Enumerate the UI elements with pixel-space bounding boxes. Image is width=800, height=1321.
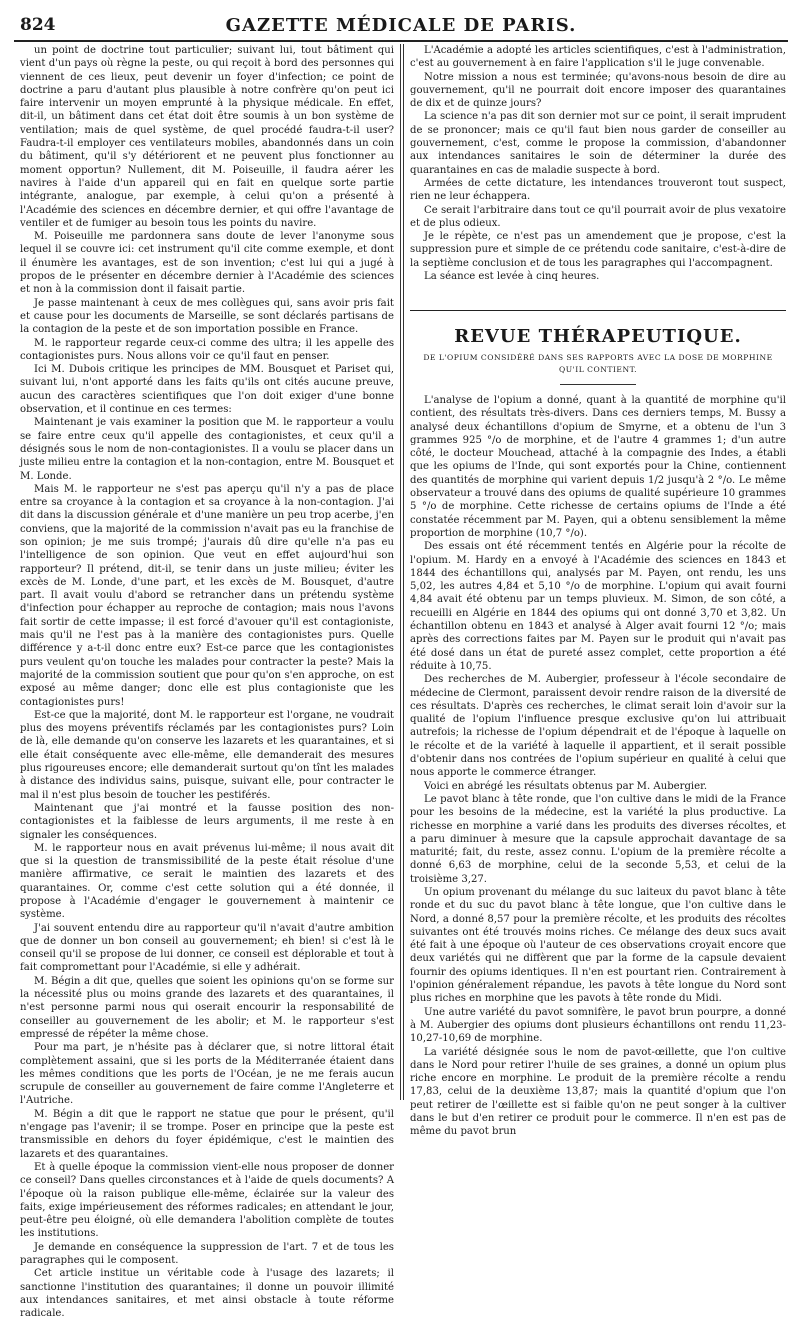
paragraph: Des essais ont été récemment tentés en Algérie pour la récolte de l'opium. M. Hardy en a envoyé à l'Académie des sciences en 1843 et 1844 des échantillons qui, analysés par M. Payen, ont rendu, les uns 5,02, les autres 4,84 et 5,10 °/o de morphine. L'opium qui avait fourni 4,84 avait été obtenu par un temps pluvieux. M. Simon, de son côté, a recueilli en Algérie en 1844 des opiums qui ont donné 3,70 et 3,82. Un échantillon obtenu en 1843 et analysé à Alger avait fourni 12 °/o; mais après des corrections faites par M. Payen sur le produit qui n'avait pas été dosé dans un état de pureté assez complet, cette proportion a été réduite à 10,75. [410,541,786,672]
section-rule [410,310,786,311]
paragraph: La science n'a pas dit son dernier mot sur ce point, il serait imprudent de se prononcer; mais ce qu'il faut bien nous garder de conseiller au gouvernement, c'est, comme le propose la commission, d'abandonner aux intendances sanitaires le soin de déterminer la durée des quarantaines en cas de maladie suspecte à bord. [410,111,786,176]
paragraph: La variété désignée sous le nom de pavot-œillette, que l'on cultive dans le Nord pour retirer l'huile de ses graines, a donné un opium plus riche encore en morphine. Le produit de la première récolte a rendu 17,83, celui de la deuxième 13,87; mais la quantité d'opium que l'on peut retirer de l'œillette est si faible qu'on ne peut songer à la cultiver dans le but d'en retirer ce produit pour le commerce. Il n'en est pas de même du pavot brun [410,1046,786,1138]
paragraph: Ici M. Dubois critique les principes de MM. Bousquet et Pariset qui, suivant lui, n'ont apporté dans les faits qu'ils ont cités aucune preuve, aucun des caractères scientifiques que l'on doit exiger d'une bonne observation, et il continue en ces termes: [20,364,394,416]
paragraph: Maintenant je vais examiner la position que M. le rapporteur a voulu se faire entre ceux qu'il appelle des contagionistes, et ceux qu'il a désignés sous le nom de non-contagionistes. Il a voulu se placer dans un juste milieu entre la contagion et la non-contagion, entre M. Bousquet et M. Londe. [20,417,394,482]
paragraph: Je demande en conséquence la suppression de l'art. 7 et de tous les paragraphes qui le composent. [20,1241,394,1267]
paragraph: M. Bégin a dit que le rapport ne statue que pour le présent, qu'il n'engage pas l'avenir; il se trompe. Poser en principe que la peste est transmissible en dehors du foyer épidémique, c'est le maintien des lazarets et des quarantaines. [20,1108,394,1160]
paragraph: Cet article institue un véritable code à l'usage des lazarets; il sanctionne l'institution des quarantaines; il donne un pouvoir illimité aux intendances sanitaires, et met ainsi obstacle à toute réforme radicale. [20,1268,394,1320]
paragraph: Ce serait l'arbitraire dans tout ce qu'il pourrait avoir de plus vexatoire et de plus odieux. [410,204,786,229]
paragraph: M. le rapporteur regarde ceux-ci comme des ultra; il les appelle des contagionistes purs. Nous allons voir ce qu'il faut en penser. [20,337,394,362]
article-body [410,394,786,1139]
paragraph: Et à quelle époque la commission vient-elle nous proposer de donner ce conseil? Dans quelles circonstances et à l'aide de quels documents? A l'époque où la raison publique elle-même, éclairée sur la valeur des faits, exige impérieusement des réformes radicales; en attendant le jour, peut-être peu éloigné, où elle demandera l'abolition complète de toutes les institutions. [20,1161,394,1240]
column-divider [400,44,404,1100]
paragraph: J'ai souvent entendu dire au rapporteur qu'il n'avait d'autre ambition que de donner un bon conseil au gouvernement; eh bien! si c'est là le conseil qu'il se propose de lui donner, ce conseil est déplorable et tout à fait compromettant pour l'Académie, si elle y adhérait. [20,922,394,974]
journal-title: GAZETTE MÉDICALE DE PARIS. [225,15,577,36]
page-header [14,14,788,40]
session-conclusion [410,44,786,283]
paragraph: Je le répète, ce n'est pas un amendement que je propose, c'est la suppression pure et simple de ce prétendu code sanitaire, c'est-à-dire de la septième conclusion et de tous les paragraphes qui l'accompagnent. [410,231,786,269]
paragraph: Pour ma part, je n'hésite pas à déclarer que, si notre littoral était complètement assaini, que si les ports de la Méditerranée étaient dans les mêmes conditions que les ports de l'Océan, je ne me ferais aucun scrupule de conseiller au gouvernement de faire comme l'Angleterre et l'Autriche. [20,1042,394,1107]
paragraph: Le pavot blanc à tête ronde, que l'on cultive dans le midi de la France pour les besoins de la médecine, est la variété la plus productive. La richesse en morphine a varié dans les produits des diverses récoltes, et a paru diminuer à mesure que la capsule approchait davantage de sa maturité; fait, du reste, assez connu. L'opium de la première récolte a donné 6,63 de morphine, celui de la seconde 5,53, et celui de la troisième 3,27. [410,793,786,885]
paragraph: Mais M. le rapporteur ne s'est pas aperçu qu'il n'y a pas de place entre sa croyance à la contagion et sa croyance à la non-contagion. J'ai dit dans la discussion générale et d'une manière un peu trop acerbe, j'en conviens, que la majorité de la commission n'avait pas eu la franchise de son opinion; je me suis trompé; j'aurais dû dire qu'elle n'a pas eu l'intelligence de son opinion. Que veut en effet aujourd'hui son rapporteur? Il prétend, dit-il, se tenir dans un juste milieu; éviter les excès de M. Londe, d'une part, et les excès de M. Bousquet, d'autre part. Il avait voulu d'abord se retrancher dans un prétendu système d'infection pour échapper au reproche de contagion; mais nous l'avons fait sortir de cette impasse; il est forcé d'avouer qu'il est contagioniste, mais qu'il ne l'est pas à la manière des contagionistes purs. Quelle différence y a-t-il donc entre eux? Est-ce parce que les contagionistes purs veulent qu'on touche les malades pour contracter la peste? Mais la majorité de la commission soutient que pour qu'on s'en approche, on est exposé au même danger; donc elle est plus contagioniste que les contagionistes purs! [20,483,394,708]
paragraph: Une autre variété du pavot somnifère, le pavot brun pourpre, a donné à M. Aubergier des opiums dont plusieurs échantillons ont rendu 11,23-10,27-10,69 de morphine. [410,1006,786,1045]
paragraph: Je passe maintenant à ceux de mes collègues qui, sans avoir pris fait et cause pour les documents de Marseille, se sont déclarés partisans de la contagion de la peste et de son importation possible en France. [20,297,394,336]
paragraph: Voici en abrégé les résultats obtenus par M. Aubergier. [424,780,708,792]
paragraph: Des recherches de M. Aubergier, professeur à l'école secondaire de médecine de Clermont, paraissent devoir rendre raison de la diversité de ces résultats. D'après ces recherches, le climat serait loin d'avoir sur la qualité de l'opium l'influence presque exclusive qu'on lui attribuait autrefois; la richesse de l'opium dépendrait et de l'époque à laquelle on le récolte et de la variété à laquelle il appartient, et il serait possible d'obtenir dans nos contrées de l'opium supérieur en qualité à celui que nous apporte le commerce étranger. [410,674,786,779]
right-column [410,44,786,1138]
page-number: 824 [20,15,56,35]
paragraph: Un opium provenant du mélange du suc laiteux du pavot blanc à tête ronde et du suc du pavot blanc à tête longue, que l'on cultive dans le Nord, a donné 8,57 pour la première récolte, et les produits des récoltes suivantes ont été trouvés moins riches. Ce mélange des deux sucs avait été fait à une époque où l'auteur de ces observations croyait encore que deux variétés qui ne diffèrent que par la forme de la capsule devaient fournir des opiums identiques. Il n'en est pourtant rien. Contrairement à l'opinion généralement répandue, les pavots à tête longue du Nord sont plus riches en morphine que les pavots à tête ronde du Midi. [410,886,786,1005]
header-rule [14,40,788,42]
paragraph: un point de doctrine tout particulier; suivant lui, tout bâtiment qui vient d'un pays où règne la peste, ou qui reçoit à bord des personnes qui viennent de ces lieux, peut devenir un foyer d'infection; ce point de doctrine a paru d'autant plus plausible à notre confrère qu'on peut ici faire intervenir un moyen emprunté à la physique médicale. En effet, dit-il, un bâtiment dans cet état doit être soumis à un bon système de ventilation; mais de quel système, de quel procédé faudra-t-il user? Faudra-t-il employer ces ventilateurs mobiles, abandonnés dans un coin du bâtiment, qu'il s'y détériorent et ne peuvent plus fonctionner au moment opportun? Nullement, dit M. Poiseuille, il faudra aérer les navires à l'aide d'un appareil qui en fait en quelque sorte partie intégrante, analogue, par exemple, à celui qu'on a présenté à l'Académie des sciences en décembre dernier, et qui offre l'avantage de ventiler et de fumiger au besoin tous les points du navire. [20,45,394,229]
paragraph: M. le rapporteur nous en avait prévenus lui-même; il nous avait dit que si la question de transmissibilité de la peste était résolue d'une manière affirmative, ce serait le maintien des lazarets et des quarantaines. Or, comme c'est cette solution qui a été donnée, il propose à l'Académie d'engager le gouvernement à maintenir ce système. [20,842,394,921]
section-title: REVUE THÉRAPEUTIQUE. [454,326,742,347]
left-column [20,44,394,1320]
paragraph: Armées de cette dictature, les intendances trouveront tout suspect, rien ne leur échappera. [410,177,786,203]
paragraph: La séance est levée à cinq heures. [424,271,600,283]
subtitle-rule [560,384,636,385]
paragraph: M. Bégin a dit que, quelles que soient les opinions qu'on se forme sur la nécessité plus ou moins grande des lazarets et des quarantaines, il n'est personne parmi nous qui oserait encourir la responsabilité de conseiller au gouvernement de les abolir; et M. le rapporteur s'est empressé de répéter la même chose. [20,975,394,1040]
paragraph: L'Académie a adopté les articles scientifiques, c'est à l'administration, c'est au gouvernement à en faire l'application s'il le juge convenable. [410,45,786,70]
article-subtitle: DE L'OPIUM CONSIDÉRÉ DANS SES RAPPORTS AVEC LA DOSE DE MORPHINE QU'IL CONTIENT. [423,353,773,374]
paragraph: Est-ce que la majorité, dont M. le rapporteur est l'organe, ne voudrait plus des moyens préventifs réclamés par les contagionistes purs? Loin de là, elle demande qu'on conserve les lazarets et les quarantaines, et si elle était conséquente avec elle-même, elle demanderait des mesures plus rigoureuses encore; elle demanderait surtout qu'on tînt les malades à distance des individus sains, puisque, suivant elle, pour contracter le mal il n'est plus besoin de toucher les pestiférés. [20,709,394,801]
paragraph: Maintenant que j'ai montré et la fausse position des non-contagionistes et la faiblesse de leurs arguments, il me reste à en signaler les conséquences. [20,802,394,841]
paragraph: Notre mission a nous est terminée; qu'avons-nous besoin de dire au gouvernement, qu'il ne pourrait doit encore imposer des quarantaines de dix et de quinze jours? [410,71,786,110]
paragraph: M. Poiseuille me pardonnera sans doute de lever l'anonyme sous lequel il se couvre ici: cet instrument qu'il cite comme exemple, et dont il énumère les avantages, est de son invention; c'est lui qui a jugé à propos de le présenter en décembre dernier à l'Académie des sciences et non à la commission dont il faisait partie. [20,231,394,296]
paragraph: L'analyse de l'opium a donné, quant à la quantité de morphine qu'il contient, des résultats très-divers. Dans ces derniers temps, M. Bussy a analysé deux échantillons d'opium de Smyrne, et a obtenu de l'un 3 grammes 925 °/o de morphine, et de l'autre 4 grammes 1; d'un autre côté, le docteur Mouchead, attaché à la compagnie des Indes, a établi que les opiums de l'Inde, qui sont exportés pour la Chine, contiennent des quantités de morphine qui varient depuis 1/2 jusqu'à 2 °/o. Le même observateur a trouvé dans des opiums de qualité supérieure 10 grammes 5 °/o de morphine. Cette richesse de certains opiums de l'Inde a été constatée récemment par M. Payen, qui a obtenu sensiblement la même proportion de morphine (10,7 °/o). [410,395,786,539]
